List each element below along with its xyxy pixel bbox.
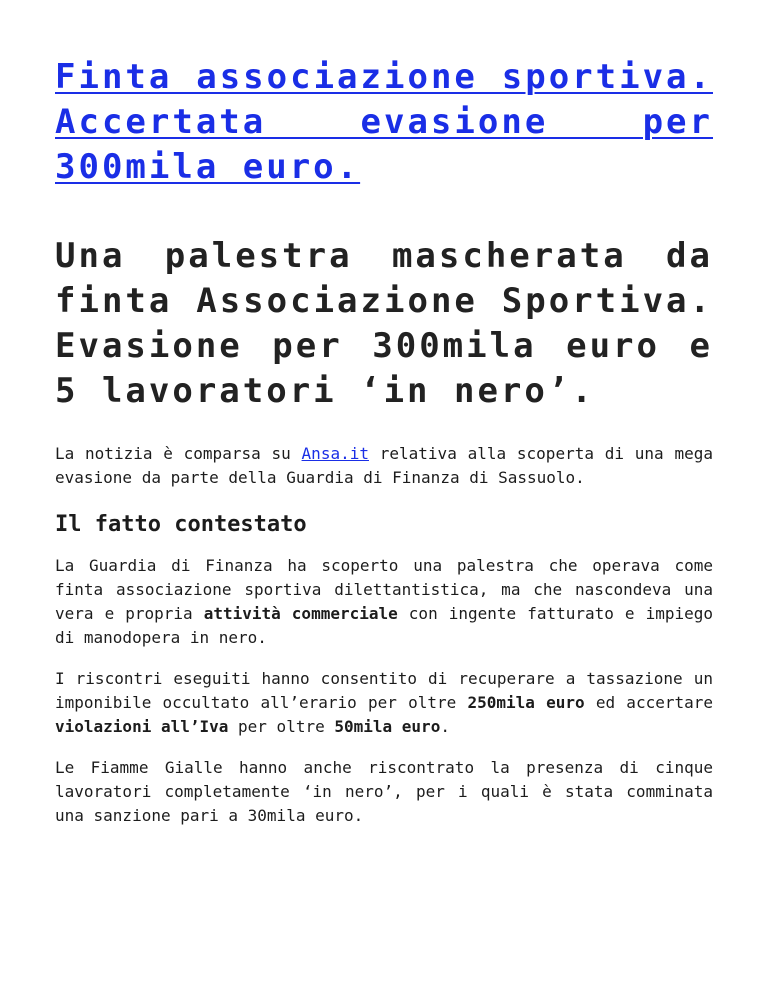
findings-bold-1: 250mila euro: [467, 693, 585, 712]
ansa-link[interactable]: Ansa.it: [301, 444, 369, 463]
findings-bold-2: violazioni all’Iva: [55, 717, 229, 736]
article-title-link[interactable]: Finta associazione sportiva. Accertata evasione per 300mila euro.: [55, 57, 713, 187]
section-heading: Il fatto contestato: [55, 512, 307, 537]
fact-bold-text: attività commerciale: [203, 604, 398, 623]
fact-text-after: con ingente fatturato e impiego di manodopera in nero.: [55, 604, 714, 647]
article-title: [55, 55, 713, 190]
article-subtitle: Una palestra mascherata da finta Associazione Sportiva. Evasione per 300mila euro e 5 lavoratori ‘in nero’.: [55, 236, 713, 411]
fact-text-before: La Guardia di Finanza ha scoperto una palestra che operava come finta associazione sportiva dilettantistica, ma che nascondeva una vera e propria: [55, 556, 713, 623]
findings-text-4: .: [440, 717, 450, 736]
findings-text-3: per oltre: [228, 717, 335, 736]
fact-paragraph: [55, 554, 713, 650]
findings-text-1: I riscontri eseguiti hanno consentito di recuperare a tassazione un imponibile occultato all’erario per oltre: [55, 669, 713, 712]
findings-paragraph: [55, 667, 713, 739]
workers-paragraph: Le Fiamme Gialle hanno anche riscontrato la presenza di cinque lavoratori completamente ‘in nero’, per i quali è stata comminata una sanzione pari a 30mila euro.: [55, 758, 713, 825]
intro-paragraph: [55, 442, 713, 490]
intro-text-after: relativa alla scoperta di una mega evasione da parte della Guardia di Finanza di Sassuolo.: [55, 444, 713, 487]
intro-text-before: La notizia è comparsa su: [55, 444, 302, 463]
findings-text-2: ed accertare: [584, 693, 713, 712]
findings-bold-3: 50mila euro: [334, 717, 441, 736]
